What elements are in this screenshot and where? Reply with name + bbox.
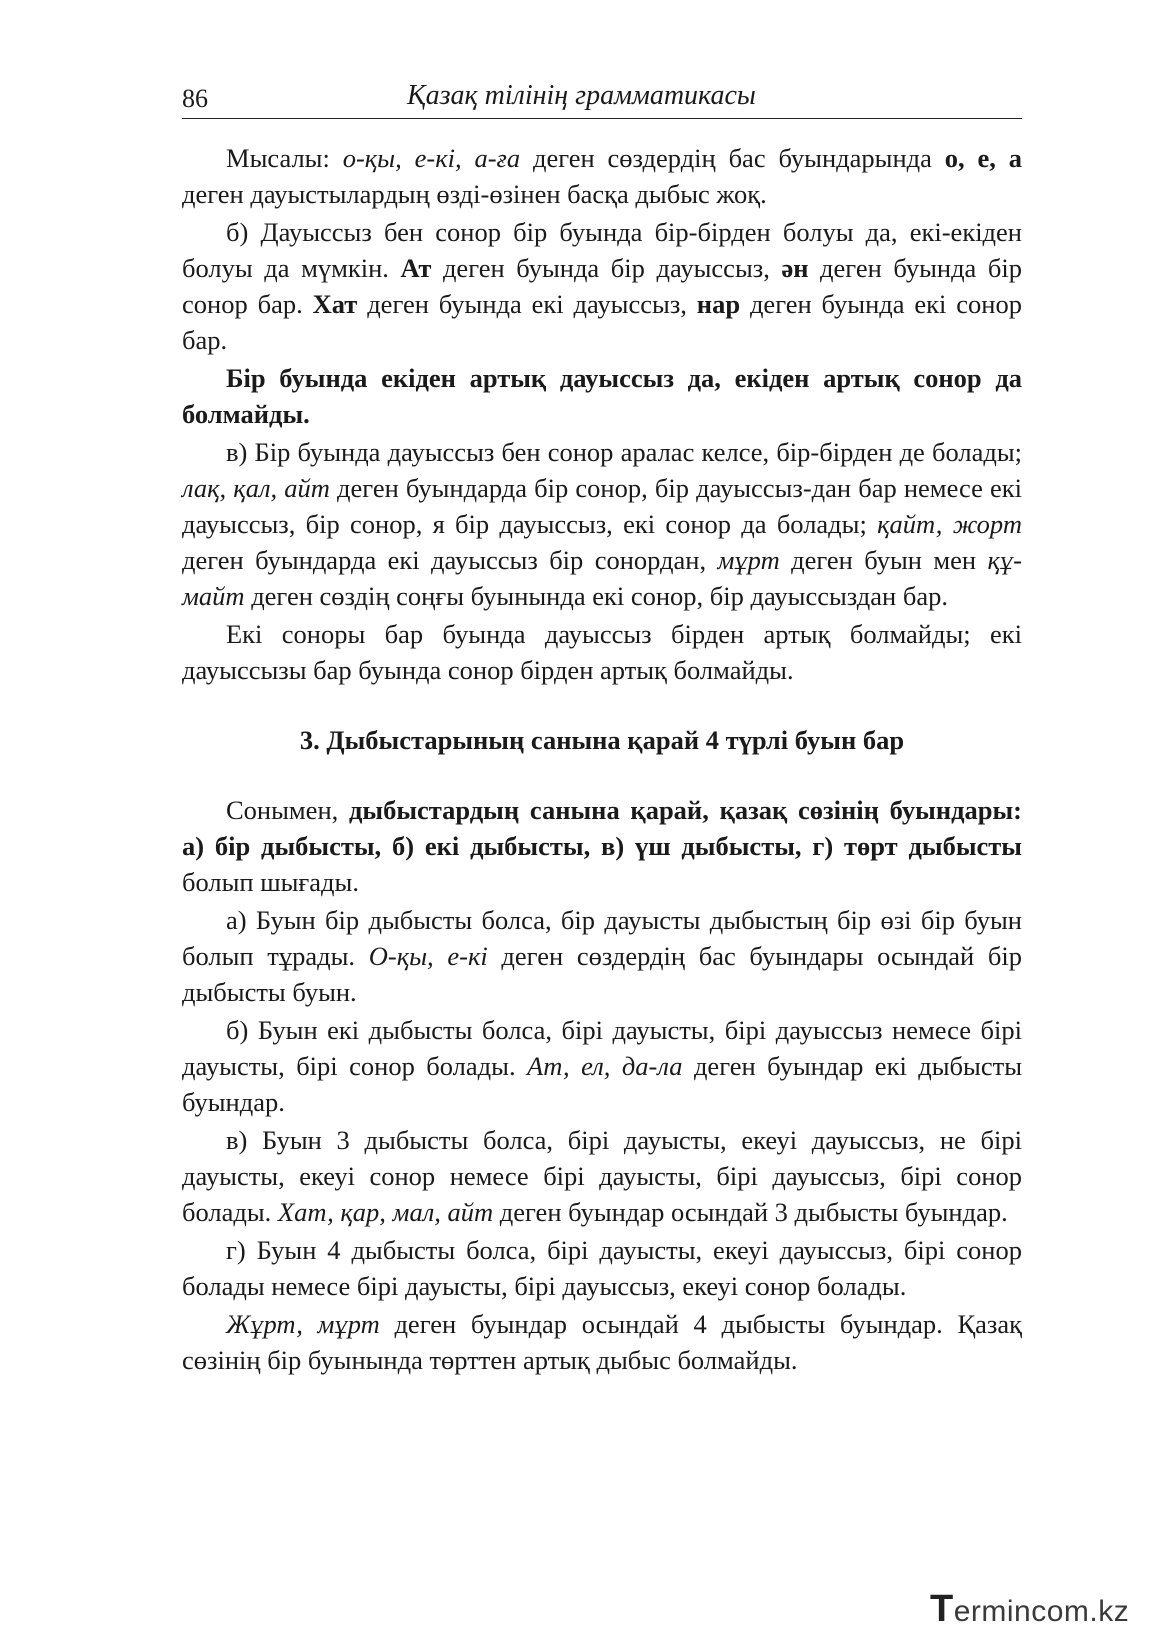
text-run: болып шығады.: [182, 867, 359, 897]
text-run: г) Буын 4 дыбысты болса, бірі дауысты, екеуі дауыссыз, бірі сонор болады немесе бірі дауысты, бірі дауыссыз, екеуі сонор болады.: [182, 1235, 1022, 1301]
italic-example: Жұрт, мұрт: [226, 1309, 380, 1339]
bold-text: ән: [781, 253, 809, 283]
paragraph-group-1: [182, 140, 1022, 688]
text-run: б) Буын екі дыбысты болса, бірі дауысты, бірі дауыссыз немесе бірі дауысты, бірі сонор болады.: [182, 1015, 1022, 1081]
paragraph: [182, 1122, 1022, 1230]
page-header: [182, 80, 1022, 119]
bold-text: Хат: [312, 289, 358, 319]
text-run: деген буын мен: [779, 545, 988, 575]
bold-text: дыбыстардың санына қарай, қазақ сөзінің буындары: а) бір дыбысты, б) екі дыбысты, в) үш дыбысты, г) төрт дыбысты: [182, 795, 1023, 861]
text-run: деген сөздердің бас буындарында: [520, 143, 945, 173]
paragraph-group-2: [182, 792, 1022, 1378]
running-title: Қазақ тілінің грамматикасы: [407, 80, 756, 111]
italic-example: қайт, жорт: [877, 509, 1022, 539]
text-run: деген буындар екі дыбысты буындар.: [182, 1051, 1022, 1117]
text-run: деген буында бір дауыссыз,: [431, 253, 782, 283]
paragraph: [182, 792, 1022, 900]
italic-example: Хат, қар, мал, айт: [277, 1197, 494, 1227]
bold-text: нар: [696, 289, 741, 319]
paragraph: [182, 616, 1022, 688]
paragraph: [182, 434, 1022, 614]
italic-example: құ-майт: [182, 545, 1022, 611]
paragraph: [182, 214, 1022, 358]
paragraph: [182, 360, 1022, 432]
page-number: 86: [182, 84, 208, 113]
text-run: деген буындарда бір сонор, бір дауыссыз-дан бар немесе екі дауыссыз, бір сонор, я бір дауыссыз, екі сонор да болады;: [182, 473, 1022, 539]
italic-example: Ат, ел, да-ла: [527, 1051, 683, 1081]
text-run: деген сөздің соңғы буынында екі сонор, бір дауыссыздан бар.: [244, 581, 948, 611]
paragraph: [182, 140, 1022, 212]
text-run: Екі соноры бар буында дауыссыз бірден артық болмайды; екі дауыссызы бар буында сонор бірден артық болмайды.: [182, 619, 1022, 685]
paragraph: [182, 1232, 1022, 1304]
paragraph: [182, 1012, 1022, 1120]
watermark-first-letter: T: [930, 1588, 954, 1630]
text-run: деген буындар осындай 3 дыбысты буындар.: [493, 1197, 1008, 1227]
bold-text: о, е, а: [944, 143, 1022, 173]
watermark-logo: [930, 1588, 1129, 1631]
bold-text: Ат: [400, 253, 432, 283]
text-run: Мысалы:: [226, 143, 343, 173]
text-run: деген буындарда екі дауыссыз бір сонордан,: [182, 545, 718, 575]
page-body: [182, 140, 1022, 1380]
italic-example: мұрт: [717, 545, 780, 575]
text-run: деген сөздердің бас буындары осындай бір дыбысты буын.: [182, 941, 1022, 1007]
text-run: деген буында екі сонор бар.: [182, 289, 1022, 355]
italic-example: о-қы, е-кі, а-ға: [342, 143, 521, 173]
text-run: деген дауыстылардың өзді-өзінен басқа дыбыс жоқ.: [182, 179, 767, 209]
text-run: б) Дауыссыз бен сонор бір буында бір-бірден болуы да, екі-екіден болуы да мүмкін.: [182, 217, 1022, 283]
text-run: в) Бір буында дауыссыз бен сонор аралас келсе, бір-бірден де болады;: [226, 437, 1022, 467]
bold-text: Бір буында екіден артық дауыссыз да, екіден артық сонор да болмайды.: [182, 363, 1022, 429]
text-run: деген буында бір сонор бар.: [182, 253, 1022, 319]
text-run: деген буындар осындай 4 дыбысты буындар. Қазақ сөзінің бір буынында төрттен артық дыбыс болмайды.: [182, 1309, 1022, 1375]
paragraph: [182, 1306, 1022, 1378]
watermark-text: ermincom.kz: [953, 1595, 1130, 1628]
section-heading: 3. Дыбыстарының санына қарай 4 түрлі буын бар: [299, 725, 905, 755]
text-run: а) Буын бір дыбысты болса, бір дауысты дыбыстың бір өзі бір буын болып тұрады.: [182, 905, 1022, 971]
paragraph: [182, 902, 1022, 1010]
text-run: Сонымен,: [226, 795, 349, 825]
italic-example: О-қы, е-кі: [368, 941, 488, 971]
text-run: деген буында екі дауыссыз,: [357, 289, 697, 319]
italic-example: лақ, қал, айт: [182, 473, 330, 503]
text-run: в) Буын 3 дыбысты болса, бірі дауысты, екеуі дауыссыз, не бірі дауысты, екеуі сонор немесе бірі дауысты, бірі дауыссыз, бірі сонор болады.: [182, 1125, 1022, 1227]
